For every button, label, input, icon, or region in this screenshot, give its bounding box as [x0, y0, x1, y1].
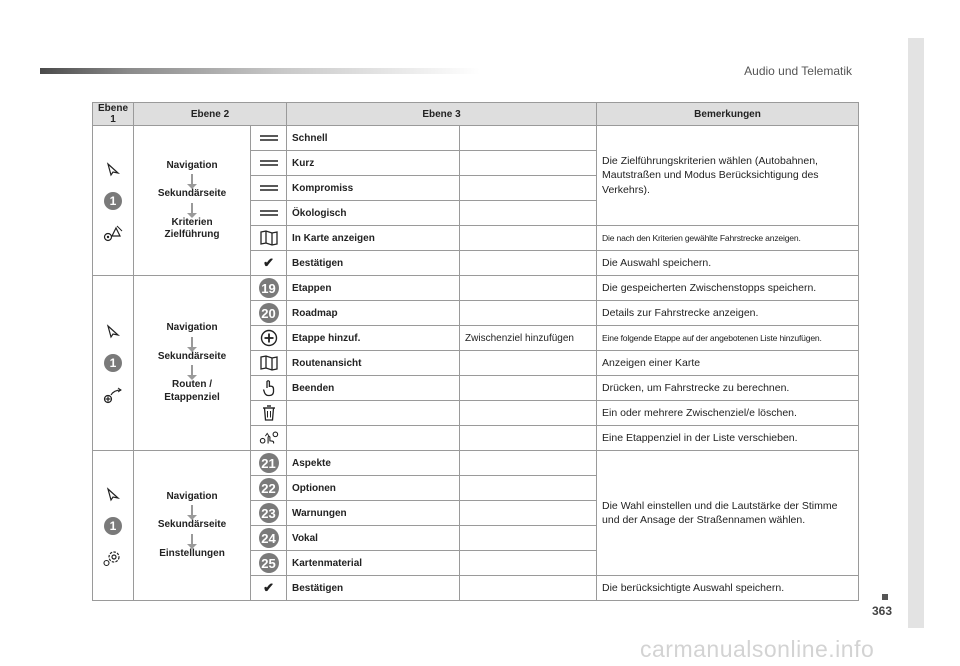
- step-number-badge: 22: [259, 478, 279, 498]
- navigation-arrow-icon: [103, 485, 123, 503]
- row-icon-cell: [251, 226, 287, 251]
- step-number-badge: 25: [259, 553, 279, 573]
- check-icon: ✔: [263, 255, 274, 270]
- remark-text: Anzeigen einer Karte: [602, 356, 701, 369]
- menu-item-label: Kompromiss: [292, 182, 354, 194]
- menu-item-label: Beenden: [292, 382, 335, 394]
- flow-step: Navigation: [166, 159, 218, 171]
- header-gradient-bar: [40, 68, 480, 74]
- reorder-icon: [259, 429, 279, 447]
- flow-arrow: [191, 174, 193, 184]
- row-icon-cell: [251, 201, 287, 226]
- level3-cell: [460, 201, 597, 226]
- level3-cell: [460, 226, 597, 251]
- row-icon-cell: [251, 401, 287, 426]
- navigation-flow: [136, 160, 248, 242]
- level2-label: [287, 451, 460, 476]
- level1-cell: [93, 126, 134, 276]
- table-row: [93, 126, 859, 151]
- side-stripe: [908, 38, 924, 628]
- menu-item-label: Vokal: [292, 532, 318, 544]
- level2-label: [287, 476, 460, 501]
- row-icon-cell: [251, 126, 287, 151]
- row-icon-cell: [251, 551, 287, 576]
- row-icon-cell: [251, 151, 287, 176]
- remark-cell: [597, 576, 859, 601]
- step-number-badge: 19: [259, 278, 279, 298]
- menu-item-label: Etappen: [292, 282, 332, 294]
- remark-text: Die gespeicherten Zwischenstopps speichern.: [602, 281, 817, 294]
- map-icon: [259, 354, 279, 372]
- level3-cell: [460, 151, 597, 176]
- level3-cell: [460, 276, 597, 301]
- level1-cell: [93, 451, 134, 601]
- level2-label: [287, 151, 460, 176]
- row-icon-cell: [251, 326, 287, 351]
- row-icon-cell: [251, 476, 287, 501]
- map-icon: [259, 229, 279, 247]
- level3-value: Zwischenziel hinzufügen: [465, 332, 574, 344]
- level1-cell: [93, 276, 134, 451]
- level2-label: [287, 126, 460, 151]
- level2-label: [287, 176, 460, 201]
- level2-label: [287, 201, 460, 226]
- column-header-ebene-1: Ebene 1: [93, 103, 134, 126]
- road-line-icon: [259, 204, 279, 222]
- check-icon: ✔: [263, 580, 274, 595]
- trash-icon: [259, 404, 279, 422]
- flow-step: Einstellungen: [159, 547, 225, 559]
- level3-cell: [460, 376, 597, 401]
- menu-table: [92, 102, 859, 601]
- level2-label: [287, 551, 460, 576]
- level3-cell: [460, 476, 597, 501]
- level2-flow-cell: [134, 451, 251, 601]
- menu-item-label: Schnell: [292, 132, 328, 144]
- route-criteria-icon: [103, 224, 123, 242]
- remark-text: Die Auswahl speichern.: [602, 256, 712, 269]
- flow-step: Navigation: [166, 490, 218, 502]
- level2-label: [287, 376, 460, 401]
- row-icon-cell: [251, 351, 287, 376]
- row-icon-cell: [251, 176, 287, 201]
- level3-cell: [460, 176, 597, 201]
- merged-remark: [597, 126, 859, 226]
- level3-cell: [460, 351, 597, 376]
- row-icon-cell: [251, 526, 287, 551]
- level1-icon-stack: [93, 485, 133, 567]
- table-header-row: [93, 103, 859, 126]
- remark-cell: [597, 426, 859, 451]
- row-icon-cell: [251, 426, 287, 451]
- level3-cell: [460, 126, 597, 151]
- level1-number-badge: 1: [104, 192, 122, 210]
- remark-text: Die berücksichtigte Auswahl speichern.: [602, 581, 785, 594]
- menu-item-label: Kartenmaterial: [292, 557, 363, 569]
- navigation-arrow-icon: [103, 160, 123, 178]
- road-line-icon: [259, 129, 279, 147]
- level3-cell: [460, 251, 597, 276]
- menu-item-label: Aspekte: [292, 457, 331, 469]
- level1-number-badge: 1: [104, 354, 122, 372]
- flow-step: Kriterien Zielführung: [164, 216, 220, 240]
- remark-cell: [597, 401, 859, 426]
- level1-icon-stack: [93, 160, 133, 242]
- flow-arrow: [191, 337, 193, 347]
- page-number: 363: [872, 604, 893, 618]
- table-row: [93, 451, 859, 476]
- flow-arrow: [191, 534, 193, 544]
- column-header-ebene-3: Ebene 3: [287, 103, 597, 126]
- level3-cell: [460, 551, 597, 576]
- menu-item-label: Kurz: [292, 157, 315, 169]
- remark-text: Die nach den Kriterien gewählte Fahrstrecke anzeigen.: [602, 233, 801, 243]
- road-line-icon: [259, 154, 279, 172]
- step-number-badge: 20: [259, 303, 279, 323]
- remark-cell: [597, 251, 859, 276]
- level3-cell: [460, 526, 597, 551]
- remark-cell: [597, 226, 859, 251]
- menu-item-label: Warnungen: [292, 507, 347, 519]
- level2-label: [287, 401, 460, 426]
- navigation-arrow-icon: [103, 322, 123, 340]
- menu-item-label: Roadmap: [292, 307, 338, 319]
- level2-flow-cell: [134, 126, 251, 276]
- remark-cell: [597, 276, 859, 301]
- level2-label: [287, 276, 460, 301]
- column-header-bemerkungen: Bemerkungen: [597, 103, 859, 126]
- flow-arrow: [191, 505, 193, 515]
- remark-cell: [597, 376, 859, 401]
- touch-icon: [259, 379, 279, 397]
- flow-arrow: [191, 203, 193, 213]
- watermark: carmanualsonline.info: [640, 636, 875, 662]
- page-marker: [882, 594, 888, 600]
- row-icon-cell: [251, 376, 287, 401]
- merged-remark: [597, 451, 859, 576]
- step-number-badge: 23: [259, 503, 279, 523]
- level2-label: [287, 301, 460, 326]
- remark-text: Details zur Fahrstrecke anzeigen.: [602, 306, 759, 319]
- settings-gear-icon: [103, 549, 123, 567]
- remark-cell: [597, 326, 859, 351]
- level1-icon-stack: [93, 322, 133, 404]
- flow-step: Sekundärseite: [157, 350, 227, 362]
- row-icon-cell: [251, 251, 287, 276]
- remark-cell: [597, 351, 859, 376]
- level3-cell: [460, 451, 597, 476]
- remark-text: Die Wahl einstellen und die Lautstärke der Stimme und der Ansage der Straßennamen wählen.: [602, 499, 838, 526]
- flow-step: Sekundärseite: [157, 188, 227, 199]
- menu-item-label: Bestätigen: [292, 582, 344, 594]
- level2-label: [287, 251, 460, 276]
- column-header-ebene-2: Ebene 2: [134, 103, 287, 126]
- level2-label: [287, 576, 460, 601]
- level2-label: [287, 226, 460, 251]
- menu-item-label: Bestätigen: [292, 257, 344, 269]
- flow-arrow: [191, 365, 193, 375]
- level3-cell: [460, 501, 597, 526]
- menu-item-label: In Karte anzeigen: [292, 232, 375, 244]
- road-line-icon: [259, 179, 279, 197]
- remark-text: Eine folgende Etappe auf der angebotenen Liste hinzufügen.: [602, 333, 822, 343]
- remark-text: Ein oder mehrere Zwischenziel/e löschen.: [602, 406, 797, 419]
- level3-cell: [460, 401, 597, 426]
- remark-cell: [597, 301, 859, 326]
- level3-cell: [460, 301, 597, 326]
- row-icon-cell: [251, 276, 287, 301]
- flow-step: Routen / Etappenziel: [164, 379, 220, 403]
- flow-step: Navigation: [166, 322, 218, 333]
- level3-cell: [460, 576, 597, 601]
- level2-flow-cell: [134, 276, 251, 451]
- step-number-badge: 24: [259, 528, 279, 548]
- menu-item-label: Ökologisch: [292, 207, 347, 219]
- level2-label: [287, 426, 460, 451]
- level2-label: [287, 351, 460, 376]
- level1-number-badge: 1: [104, 517, 122, 535]
- level2-label: [287, 526, 460, 551]
- step-number-badge: 21: [259, 453, 279, 473]
- menu-item-label: Optionen: [292, 482, 336, 494]
- level2-label: [287, 501, 460, 526]
- row-icon-cell: [251, 501, 287, 526]
- menu-item-label: Routenansicht: [292, 357, 362, 369]
- remark-text: Drücken, um Fahrstrecke zu berechnen.: [602, 381, 790, 394]
- remark-text: Die Zielführungskriterien wählen (Autobahnen, Mautstraßen und Modus Berücksichtigung des Verkehrs).: [602, 155, 819, 196]
- page-title: Audio und Telematik: [744, 64, 852, 78]
- waypoint-route-icon: [103, 386, 123, 404]
- level2-label: [287, 326, 460, 351]
- navigation-flow: [136, 322, 248, 404]
- level3-cell: [460, 326, 597, 351]
- remark-text: Eine Etappenziel in der Liste verschieben.: [602, 431, 798, 444]
- flow-step: Sekundärseite: [157, 519, 227, 531]
- menu-item-label: Etappe hinzuf.: [292, 332, 361, 344]
- table-row: [93, 276, 859, 301]
- row-icon-cell: [251, 451, 287, 476]
- navigation-flow: [136, 491, 248, 561]
- level3-cell: [460, 426, 597, 451]
- row-icon-cell: [251, 301, 287, 326]
- add-waypoint-icon: [259, 329, 279, 347]
- row-icon-cell: [251, 576, 287, 601]
